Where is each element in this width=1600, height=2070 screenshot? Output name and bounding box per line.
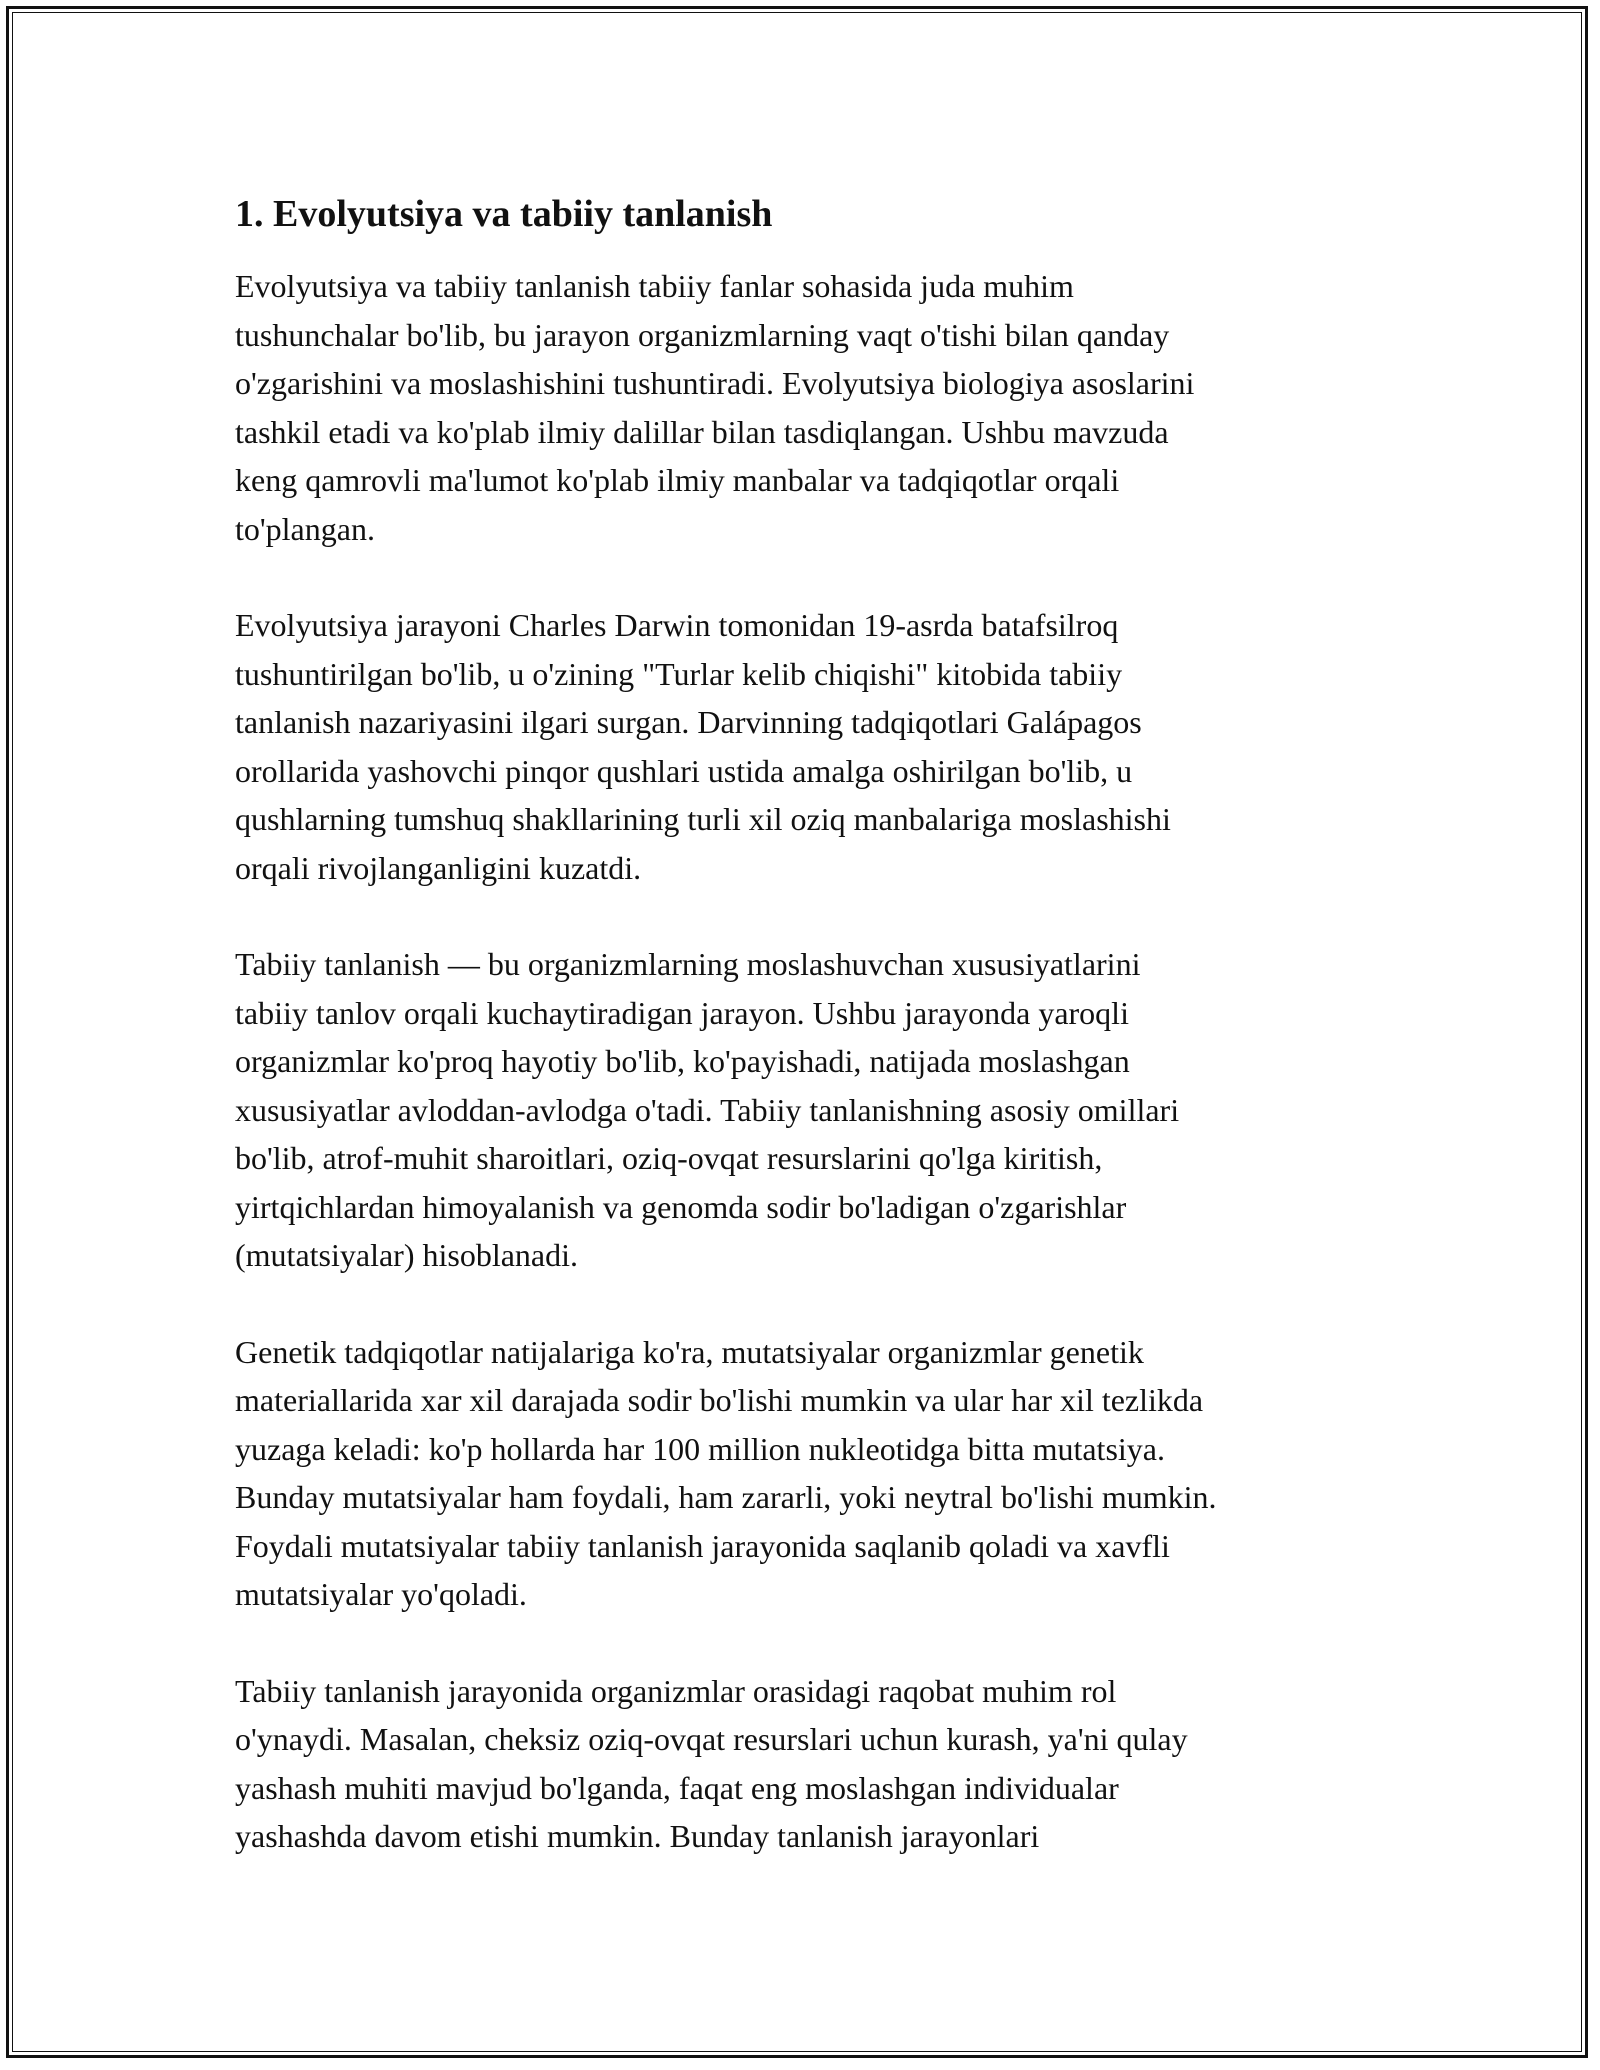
paragraph-5: Tabiiy tanlanish jarayonida organizmlar orasidagi raqobat muhim rol o'ynaydi. Masalan, cheksiz oziq-ovqat resurslari uchun kurash, ya'ni qulay yashash muhiti mavjud bo'lganda, faqat eng moslashgan individualar yashashda davom etishi mumkin. Bunday tanlanish jarayonlari: [235, 1672, 1188, 1854]
paragraph-1: Evolyutsiya va tabiiy tanlanish tabiiy fanlar sohasida juda muhim tushunchalar bo'lib, bu jarayon organizmlarning vaqt o'tishi bilan qanday o'zgarishini va moslashishini tushuntiradi. Evolyutsiya biologiya asoslarini tashkil etadi va ko'plab ilmiy dalillar bilan tasdiqlangan. Ushbu mavzuda keng qamrovli ma'lumot ko'plab ilmiy manbalar va tadqiqotlar orqali to'plangan.: [235, 268, 1195, 547]
section-heading: 1. Evolyutsiya va tabiiy tanlanish: [235, 193, 773, 235]
paragraph-4: Genetik tadqiqotlar natijalariga ko'ra, mutatsiyalar organizmlar genetik materiallarida xar xil darajada sodir bo'lishi mumkin va ular har xil tezlikda yuzaga keladi: ko'p hollarda har 100 million nukleotidga bitta mutatsiya. Bunday mutatsiyalar ham foydali, ham zararli, yoki neytral bo'lishi mumkin. Foydali mutatsiyalar tabiiy tanlanish jarayonida saqlanib qoladi va xavfli mutatsiyalar yo'qoladi.: [235, 1333, 1217, 1612]
paragraph-2: Evolyutsiya jarayoni Charles Darwin tomonidan 19-asrda batafsilroq tushuntirilgan bo'lib, u o'zining "Turlar kelib chiqishi" kitobida tabiiy tanlanish nazariyasini ilgari surgan. Darvinning tadqiqotlari Galápagos orollarida yashovchi pinqor qushlari ustida amalga oshirilgan bo'lib, u qushlarning tumshuq shakllarining turli xil oziq manbalariga moslashishi orqali rivojlanganligini kuzatdi.: [235, 607, 1171, 886]
document-body: [235, 188, 1365, 1909]
paragraph-3: Tabiiy tanlanish — bu organizmlarning moslashuvchan xususiyatlarini tabiiy tanlov orqali kuchaytiradigan jarayon. Ushbu jarayonda yaroqli organizmlar ko'proq hayotiy bo'lib, ko'payishadi, natijada moslashgan xususiyatlar avloddan-avlodga o'tadi. Tabiiy tanlanishning asosiy omillari bo'lib, atrof-muhit sharoitlari, oziq-ovqat resurslarini qo'lga kiritish, yirtqichlardan himoyalanish va genomda sodir bo'ladigan o'zgarishlar (mutatsiyalar) hisoblanadi.: [235, 946, 1180, 1273]
